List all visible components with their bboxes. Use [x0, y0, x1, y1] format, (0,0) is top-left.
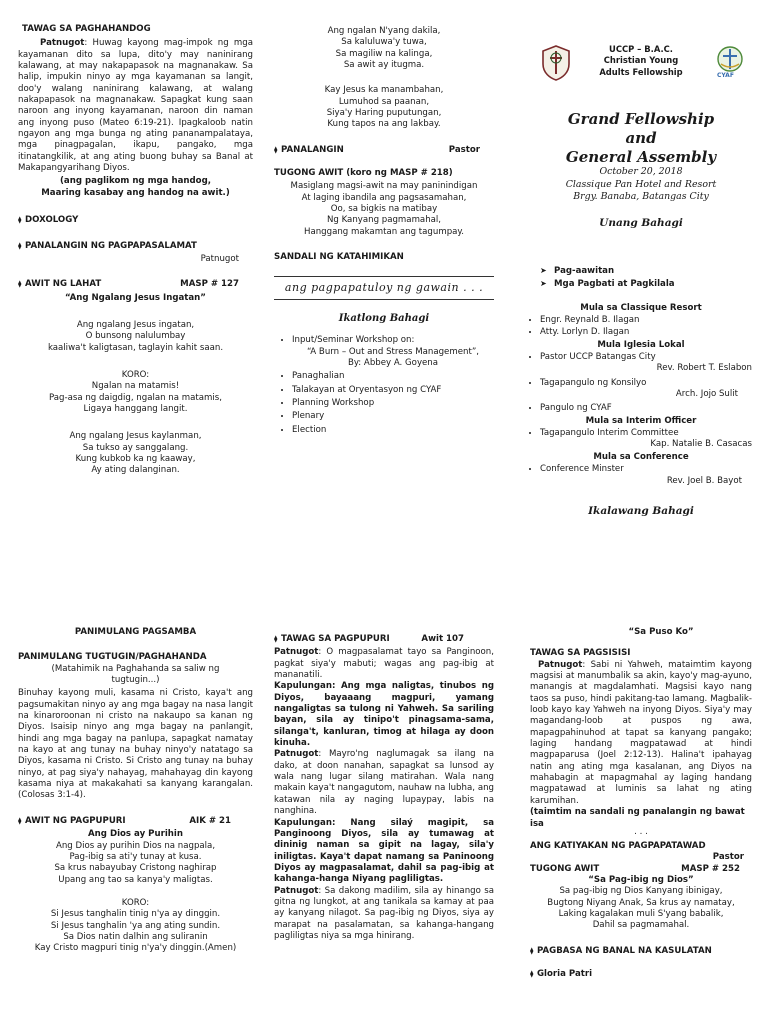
- list-item: ➤ Mga Pagbati at Pagkilala: [554, 279, 752, 290]
- section-heading: [18, 816, 253, 827]
- hymn-number: MASP # 127: [180, 279, 239, 290]
- lyric-line: Ang ngalang Jesus ingatan,: [76, 319, 195, 330]
- program-block: [530, 264, 752, 519]
- section-heading: TAWAG SA PAGSISISI: [530, 648, 631, 659]
- section-heading: [530, 864, 752, 875]
- cyaf-logo: [714, 44, 746, 82]
- guest-list: [530, 315, 752, 339]
- lyric-line: Siya'y Haring puputungan,: [326, 108, 442, 119]
- song-title: “Sa Puso Ko”: [628, 627, 694, 637]
- lyric-line: Sa magiliw na kalinga,: [335, 48, 433, 59]
- note: (taimtim na sandali ng panalangin ng bawat isa: [530, 807, 745, 829]
- lyric-line: Sa krus nabayubay Cristong naghirap: [54, 863, 217, 874]
- note-ellipsis: . . .: [634, 826, 648, 837]
- reading-text: : O magpasalamat tayo sa Panginoon, pagkat siya'y mabuti; wagas ang pag-ibig at mananatili.: [274, 647, 494, 681]
- section-label: PANALANGIN NG PAGPAPASALAMAT: [25, 240, 197, 251]
- section-heading: ANG KATIYAKAN NG PAGPAPATAWAD: [530, 841, 706, 851]
- guest-list: [530, 352, 752, 415]
- note: Maaring kasabay ang handog na awit.): [41, 187, 230, 198]
- hymn-number: MASP # 252: [681, 863, 740, 874]
- list-item: • Tagapangulo Interim Committee Kap. Natalie B. Casacas: [540, 428, 752, 451]
- list-item: • Planning Workshop: [292, 398, 494, 409]
- event-address: Brgy. Banaba, Batangas City: [573, 191, 709, 203]
- lyric-line: O bunsong nalulumbay: [85, 331, 186, 342]
- event-venue: Classique Pan Hotel and Resort: [565, 178, 717, 190]
- speaker-label: Patnugot: [40, 38, 85, 49]
- hymn-verse: [18, 841, 253, 886]
- lyric-line: Pag-ibig sa ati'y tunay at kusa.: [69, 851, 202, 862]
- lyric-line: Kay Cristo magpuri tinig n'ya'y dinggin.(Amen): [34, 943, 237, 954]
- guest-name: Arch. Jojo Sulit: [675, 389, 738, 400]
- group-heading: Mula sa Interim Officer: [585, 415, 697, 426]
- part-title: Ikatlong Bahagi: [338, 313, 430, 325]
- lyric-line: Sa awit ay itugma.: [343, 60, 425, 71]
- group-heading: Mula sa Conference: [593, 451, 689, 462]
- page2-column2: [274, 634, 494, 942]
- section-heading: [18, 215, 253, 226]
- program-list: [274, 335, 494, 436]
- section-heading: SANDALI NG KATAHIMIKAN: [274, 252, 404, 263]
- section-heading: [530, 946, 752, 957]
- speaker-label: Patnugot: [274, 749, 319, 760]
- event-title: Grand Fellowship: [567, 110, 715, 128]
- reading-text: : Sa dakong madilim, sila ay hinango sa gitna ng lungkot, at ang tanikala sa kamay at paa ay kanyang nilagot. Sa pag-ibig ng Diyos, siya ay marapat na pasalamatan, sa kahanga-hangang pagliligtas niya sa mga hinirang.: [274, 885, 494, 941]
- section-heading: TAWAG SA PAGHAHANDOG: [22, 24, 151, 34]
- paragraph: Binuhay kayong muli, kasama ni Cristo, kaya't ang pagsumakitan ninyo ay ang mga bagay na nasa langit na kinaroroonan ni cristo na nakaupo sa kanan ng Diyos. Isaisip ninyo ang mga bagay na panlangit, hindi ang mga bagay na panlupa, sapagkat namatay na kayo at ang tunay na buhay ninyo'y natatago sa Diyos, kasama ni Cristo. Si Cristo ang tunay na buhay ninyo, at pag siya'y nahayag, mahahayag din kayong kasama niya at makakahati sa kanyang karangalan. (Colosas 3:1-4).: [18, 688, 253, 801]
- org-line: Christian Young: [603, 55, 679, 66]
- list-item: • Talakayan at Oryentasyon ng CYAF: [292, 385, 494, 396]
- lyric-line: Sa kaluluwa'y tuwa,: [341, 37, 427, 48]
- diamond-icon: ⧫: [18, 216, 22, 225]
- guest-name: Rev. Joel B. Bayot: [666, 475, 742, 486]
- section-heading: PANIMULANG TUGTUGIN/PAGHAHANDA: [18, 652, 207, 663]
- lyric-line: Laking kagalakan muli S'yang babalik,: [558, 909, 724, 920]
- hymn-chorus: [18, 898, 253, 955]
- banner-text: ang pagpapatuloy ng gawain . . .: [284, 280, 484, 294]
- event-title: and: [625, 128, 657, 147]
- lyric-line: Sa pag-ibig ng Dios Kanyang ibinigay,: [559, 886, 723, 897]
- hymn-number: AIK # 21: [189, 815, 231, 826]
- psalm-reference: Awit 107: [421, 634, 464, 644]
- note: (Matahimik na Paghahanda sa saliw ng tugtugin...): [51, 663, 220, 686]
- lyric-line: kaaliwa't kaligtasan, taglayin kahit saan.: [47, 342, 224, 353]
- lyric-line: Ang ngalan N'yang dakila,: [327, 26, 441, 36]
- section-heading: [18, 241, 253, 252]
- section-label: PAGBASA NG BANAL NA KASULATAN: [537, 945, 712, 956]
- section-heading: [274, 145, 494, 156]
- list-item: • Engr. Reynald B. Ilagan: [540, 315, 752, 326]
- hymn-title: “Sa Pag-ibig ng Dios”: [588, 875, 694, 886]
- diamond-icon: ⧫: [18, 816, 22, 825]
- lyric-line: Sa tukso ay sanggalang.: [82, 442, 189, 453]
- page1-column2: [274, 26, 494, 438]
- speaker-label: Patnugot: [274, 647, 319, 658]
- section-label: AWIT NG PAGPUPURI: [25, 815, 126, 826]
- responsive-reading: [274, 886, 494, 943]
- lyric-line: Lumuhod sa paanan,: [338, 96, 430, 107]
- responsive-reading: [274, 647, 494, 681]
- lyric-line: Oo, sa bigkis na matibay: [330, 204, 438, 215]
- part-title: Ikalawang Bahagi: [588, 504, 694, 517]
- paragraph: [18, 38, 253, 174]
- group-heading: Mula Iglesia Lokal: [597, 339, 685, 350]
- seminar-speaker: By: Abbey A. Goyena: [347, 357, 439, 368]
- event-date: October 20, 2018: [599, 166, 683, 178]
- speaker-label: Kapulungan: [274, 681, 332, 692]
- diamond-icon: ⧫: [18, 241, 22, 250]
- list-item: • Plenary: [292, 411, 494, 422]
- paragraph-text: : Sabi ni Yahweh, mataimtim kayong magsisi at manumbalik sa akin, kayo'y mag-ayuno, manangis at magdalamhati. Magsisi kayo nang taos sa puso, hindi pakitang-tao lamang. Magbalik-loob kayo kay Yahweh na inyong Diyos. Siya'y may magandang-loob at puspos ng awa, mapagpahinuhod at tapat sa kanyang pangako; laging handang magpatawad at hindi magpaparusa (Joel 2:12-13). Halina't ipahayag natin ang ating mga kasalanan, ang Diyos na mahabagin at mapagmahal ay laging handang magpatawad at luminis sa lahat ng ating karumihan.: [530, 659, 752, 806]
- section-label: TAWAG SA PAGPUPURI: [281, 634, 390, 644]
- section-label: PANALANGIN: [281, 144, 344, 155]
- paragraph: [530, 660, 752, 807]
- org-line: UCCP – B.A.C.: [609, 44, 673, 54]
- hymn-verse: [18, 320, 253, 354]
- speaker-label: Patnugot: [274, 885, 319, 896]
- reading-text: : Ang mga naligtas, tinubos ng Diyos, bayaaang magpuri, yamang nangaligtas sa tulong ni Yahweh. Sa sariling bayan, sila ay tinipo't pinagsama-sama, silanga't, kanluran, timog at hilaga ay doon kinuha.: [274, 681, 494, 749]
- list-item: • Tagapangulo ng Konsilyo Arch. Jojo Sulit: [540, 378, 752, 401]
- lyric-line: Ngalan na matamis!: [91, 381, 180, 392]
- guest-list: [530, 428, 752, 451]
- arrow-list: [530, 266, 752, 291]
- lyric-line: Pag-asa ng daigdig, ngalan na matamis,: [48, 392, 222, 403]
- diamond-icon: ⧫: [274, 635, 278, 643]
- lyric-line: Ang Dios ay purihin Dios na nagpala,: [55, 840, 216, 851]
- page2-column1: [18, 627, 253, 955]
- event-title: General Assembly: [565, 147, 717, 166]
- reading-text: : Nang silaý magipit, sa Panginoong Diyos, sila ay tumawag at dininig naman sa gipit na lagay, sila'y iniligtas. Kaya't dapat namang sa Paninoong Diyos ay magpasalamat, dahil sa pag-ibig at kahanga-hanga Niyang pagliligtas.: [274, 817, 494, 885]
- list-item: • Panaghalian: [292, 371, 494, 382]
- leader: Pastor: [448, 144, 480, 155]
- diamond-icon: ⧫: [18, 280, 22, 289]
- diamond-icon: ⧫: [530, 970, 534, 979]
- divider: [274, 276, 494, 277]
- hymn-verse: [18, 431, 253, 476]
- section-heading: [18, 279, 253, 290]
- lyric-line: Sa Dios natin dalhin ang suliranin: [63, 931, 208, 942]
- lyric-line: Hanggang makamtan ang tagumpay.: [303, 226, 465, 237]
- section-heading: [274, 634, 494, 645]
- chorus-label: KORO:: [121, 897, 150, 908]
- section-heading: PANIMULANG PAGSAMBA: [74, 627, 197, 637]
- leader: Patnugot: [200, 253, 239, 264]
- logo-label: CYAF: [717, 72, 734, 79]
- section-label: Gloria Patri: [537, 969, 593, 980]
- hymn-verse: [274, 85, 494, 130]
- list-item: • Election: [292, 425, 494, 436]
- section-label: TUGONG AWIT: [530, 863, 600, 874]
- lyric-line: Ang ngalang Jesus kaylanman,: [69, 431, 202, 442]
- lyric-line: Kung tapos na ang lakbay.: [327, 119, 441, 130]
- reading-text: : Mayro'ng naglumagak sa ilang na dako, at doon nanahan, sapagkat sa lunsod ay wala nang lugar silang matirahan. Wala nang makain kaya't nangagutom, nauhaw na lubha, ang katawan nila ay naging lupaypay, labis na nanghina.: [274, 749, 494, 817]
- lyric-line: At laging ibandila ang pagsasamahan,: [301, 192, 467, 203]
- title-block: [530, 110, 752, 231]
- org-name: [574, 44, 708, 78]
- diamond-icon: ⧫: [530, 946, 534, 955]
- list-item: • Input/Seminar Workshop on: “A Burn – Out and Stress Management”, By: Abbey A. Goyena: [292, 335, 494, 369]
- lyric-line: Dahil sa pagmamahal.: [592, 920, 690, 931]
- leader: Pastor: [712, 852, 744, 863]
- chorus-label: KORO:: [121, 369, 150, 380]
- responsive-reading: [274, 818, 494, 886]
- guest-name: Rev. Robert T. Eslabon: [656, 363, 752, 374]
- section-heading: [530, 969, 752, 980]
- lyric-line: Si Jesus tanghalin tinig n'ya ay dinggin.: [50, 909, 221, 920]
- paragraph-text: : Huwag kayong mag-impok ng mga kayamanan dito sa lupa, dito'y may naninirang kalawang, at may nakapapasok na magnanakaw. Sa halip, impukin ninyo ay mga kayamanan sa langit, doo'y walang naninirang kalawang, at walang nakapapasok na magnanakaw. Sapagkat kung saan naroon ang inyong kayamanan, naroon din naman ang inyong puso (Mateo 6:19-21). Ipagkaloob natin ngayon ang mga bunga ng ating pananampalataya, mga pinagpagalan, ikapu, pangako, mga itinatangkilik, at ang ating buong buhay sa Banal at Makapangyarihang Diyos.: [18, 38, 253, 174]
- hymn-chorus: [18, 370, 253, 415]
- hymn-verse: [530, 886, 752, 931]
- responsive-reading: [274, 681, 494, 749]
- hymn-verse: [274, 26, 494, 71]
- section-label: AWIT NG LAHAT: [25, 279, 102, 290]
- page1-column1: [18, 24, 253, 477]
- group-heading: Mula sa Classique Resort: [580, 302, 702, 313]
- hymn-title: Ang Dios ay Purihin: [88, 829, 183, 840]
- part-title: Unang Bahagi: [599, 217, 683, 230]
- responsive-reading: [274, 749, 494, 817]
- note: (ang paglikom ng mga handog,: [60, 176, 211, 187]
- speaker-label: Kapulungan: [274, 817, 332, 828]
- uccp-logo: [540, 44, 572, 82]
- seminar-title: “A Burn – Out and Stress Management”,: [306, 346, 480, 357]
- list-item: ➤ Pag-aawitan: [554, 266, 752, 277]
- divider: [274, 299, 494, 300]
- lyric-line: Masiglang magsi-awit na may paninindigan: [290, 181, 478, 192]
- section-label: DOXOLOGY: [25, 215, 79, 226]
- guest-list: [530, 464, 752, 487]
- hymn-verse: [274, 181, 494, 238]
- list-item: • Pangulo ng CYAF: [540, 403, 752, 414]
- lyric-line: Kay Jesus ka manambahan,: [324, 85, 444, 96]
- diamond-icon: ⧫: [274, 145, 278, 154]
- lyric-line: Bugtong Niyang Anak, Sa krus ay namatay,: [547, 897, 735, 908]
- lyric-line: Upang ang tao sa kanya'y maligtas.: [58, 874, 213, 885]
- guest-name: Kap. Natalie B. Casacas: [650, 439, 752, 450]
- lyric-line: Ligaya hanggang langit.: [83, 403, 188, 414]
- lyric-line: Ng Kanyang pagmamahal,: [326, 215, 442, 226]
- org-line: Adults Fellowship: [599, 66, 683, 77]
- list-item: • Atty. Lorlyn D. Ilagan: [540, 327, 752, 338]
- hymn-title: “Ang Ngalang Jesus Ingatan”: [65, 292, 206, 303]
- lyric-line: Si Jesus tanghalin 'ya ang ating sundin.: [50, 920, 221, 931]
- speaker-label: Patnugot: [538, 659, 583, 670]
- page2-column3: [530, 627, 752, 980]
- list-item: • Pastor UCCP Batangas City Rev. Robert T. Eslabon: [540, 352, 752, 375]
- lyric-line: Ay ating dalanginan.: [91, 465, 180, 476]
- section-heading: TUGONG AWIT (koro ng MASP # 218): [274, 168, 453, 179]
- list-item: • Conference Minster Rev. Joel B. Bayot: [540, 464, 752, 487]
- lyric-line: Kung kubkob ka ng kaaway,: [75, 453, 196, 464]
